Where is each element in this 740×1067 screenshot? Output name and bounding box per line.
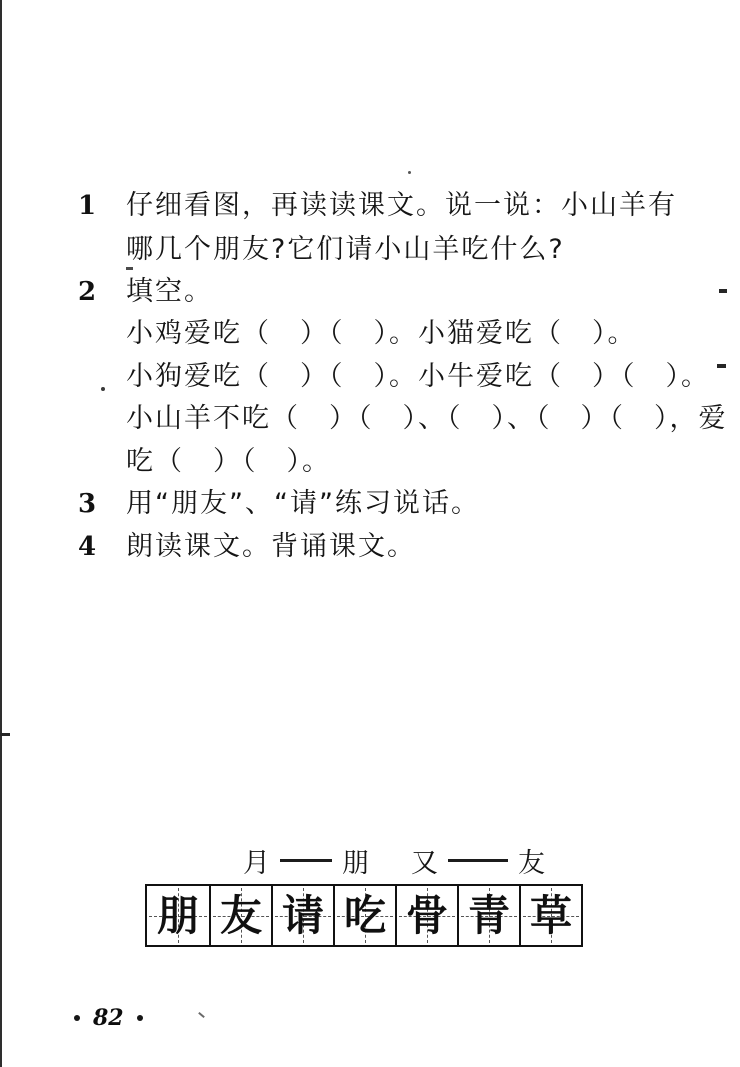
exercise-2-line-2: 小鸡爱吃（ ）（ ）。小猫爱吃（ ）。 xyxy=(126,318,637,349)
formation-component: 又 xyxy=(411,848,438,879)
formation-component: 月 xyxy=(243,848,270,879)
scan-artifact-speck xyxy=(198,1012,205,1018)
scan-artifact-tick xyxy=(0,733,10,736)
grid-character: 请 xyxy=(281,890,324,940)
grid-cell xyxy=(209,886,271,945)
grid-cell xyxy=(519,886,581,945)
formation-dash xyxy=(448,859,508,862)
scan-artifact-speck xyxy=(101,387,105,391)
word-formation-pair xyxy=(411,841,545,880)
grid-cell xyxy=(271,886,333,945)
formation-dash xyxy=(280,859,332,862)
character-grid xyxy=(145,884,583,947)
grid-character: 青 xyxy=(467,890,510,940)
exercise-number-4: 4 xyxy=(78,532,97,562)
page-number-dot xyxy=(74,1015,80,1021)
exercise-2-line-3: 小狗爱吃（ ）（ ）。小牛爱吃（ ）（ ）。 xyxy=(126,361,710,392)
page-number xyxy=(74,1006,143,1030)
grid-character: 草 xyxy=(529,890,572,940)
grid-character: 朋 xyxy=(156,890,199,940)
formation-character: 朋 xyxy=(342,848,369,879)
scan-edge-line xyxy=(0,0,2,1067)
exercise-2-line-1: 填空。 xyxy=(126,276,213,307)
formation-character: 友 xyxy=(518,848,545,879)
exercise-3-line-1: 用“朋友”、“请”练习说话。 xyxy=(126,488,480,519)
grid-cell xyxy=(395,886,457,945)
exercise-number-1: 1 xyxy=(78,191,97,221)
grid-cell xyxy=(333,886,395,945)
grid-character: 吃 xyxy=(343,890,386,940)
exercise-2-line-5: 吃（ ）（ ）。 xyxy=(126,446,331,477)
exercise-number-3: 3 xyxy=(78,489,97,519)
exercise-1-line-2: 哪几个朋友?它们请小山羊吃什么? xyxy=(126,234,565,265)
exercise-1-line-1: 仔细看图，再读读课文。说一说：小山羊有 xyxy=(126,190,677,221)
word-formation-pair xyxy=(243,841,369,880)
page-number-value: 82 xyxy=(93,1005,124,1031)
word-formation-row xyxy=(243,841,545,880)
exercise-number-2: 2 xyxy=(78,277,97,307)
scan-artifact-tick xyxy=(717,364,726,368)
scan-artifact-speck xyxy=(408,171,411,174)
grid-character: 友 xyxy=(219,890,262,940)
scan-artifact-speck xyxy=(126,267,133,270)
grid-cell xyxy=(457,886,519,945)
exercise-2-line-4: 小山羊不吃（ ）（ ）、（ ）、（ ）（ ），爱 xyxy=(126,403,728,434)
scan-artifact-tick xyxy=(719,289,727,293)
page-number-dot xyxy=(137,1015,143,1021)
exercise-4-line-1: 朗读课文。背诵课文。 xyxy=(126,531,416,562)
grid-character: 骨 xyxy=(405,890,448,940)
grid-cell xyxy=(147,886,209,945)
